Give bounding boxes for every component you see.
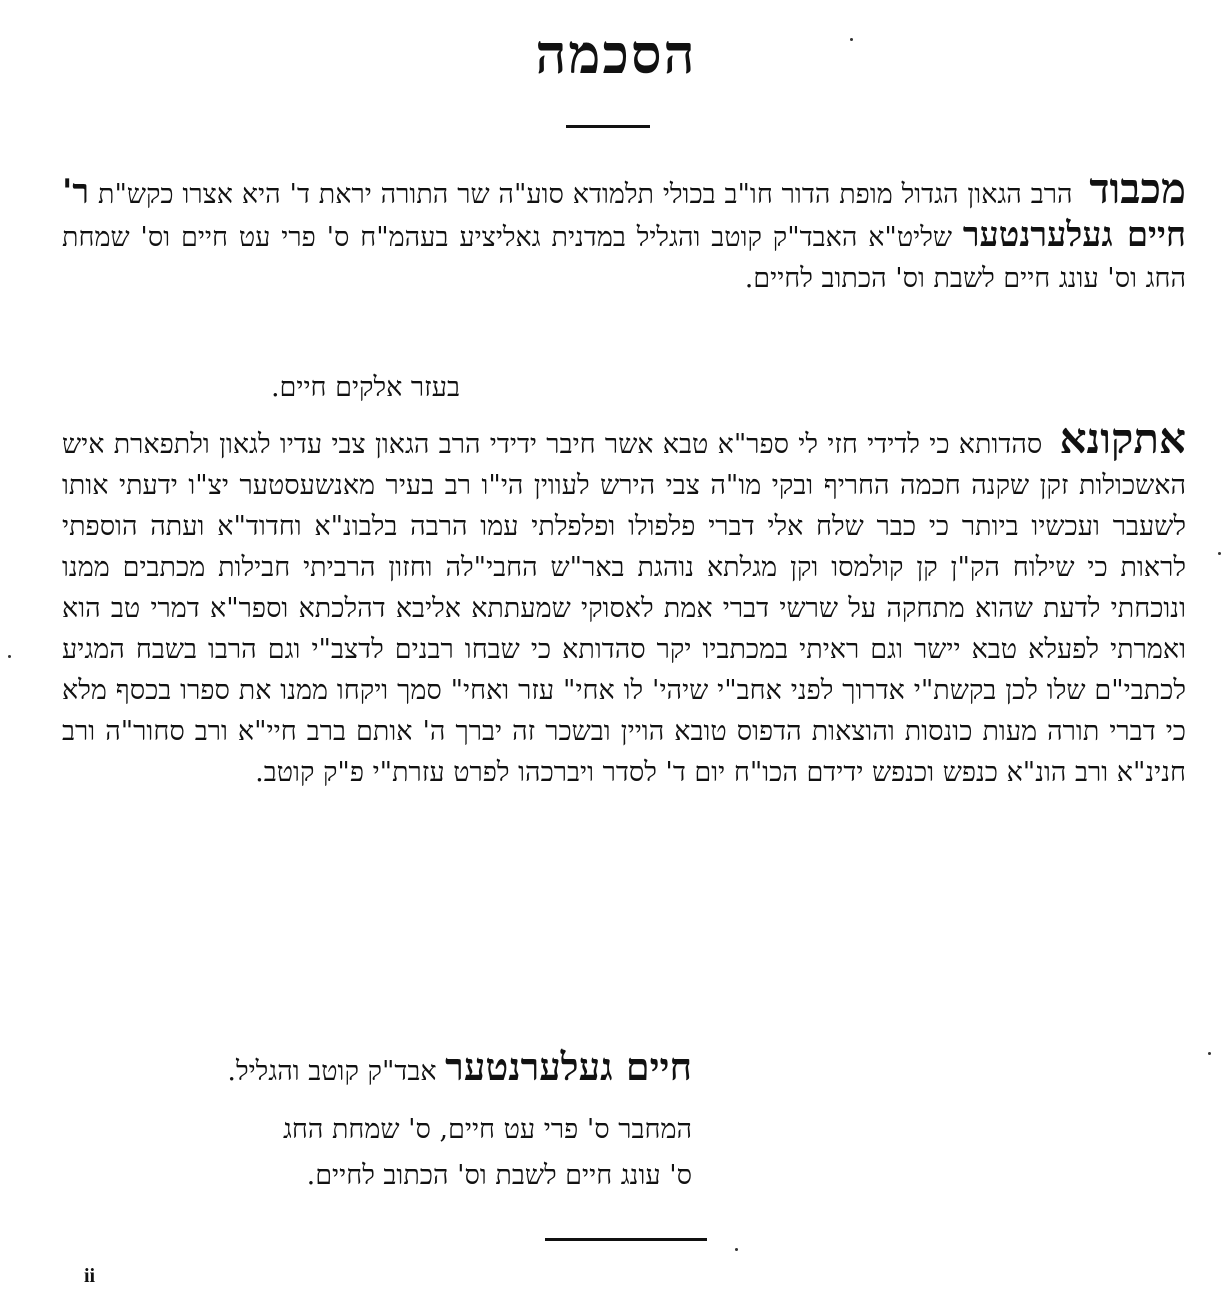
paragraph-text: שליט"א האבד"ק קוטב והגליל במדנית גאליציע בעהמ"ח ס' פרי עט חיים וס' שמחת החג וס' עונג חיים לשבת וס' הכתוב לחיים. xyxy=(62,222,1186,294)
paragraph-approbation xyxy=(62,414,1187,793)
opening-phrase: בעזר אלקים חיים. xyxy=(270,372,460,403)
print-speck xyxy=(1218,552,1221,555)
signature-name: חיים געלערנטער xyxy=(445,1044,692,1089)
page-title: הסכמה xyxy=(535,22,697,86)
paragraph-text: הרב הגאון הגדול מופת הדור חו"ב בכולי תלמודא סוע"ה שר התורה יראת ד' היא אצרו כקש"ת xyxy=(97,179,1073,210)
signature-line: המחבר ס' פרי עט חיים, ס' שמחת החג xyxy=(282,1114,692,1145)
rabbi-name: ר' חיים געלערנטער xyxy=(62,172,1186,255)
paragraph-text: סהדותא כי לדידי חזי לי ספר"א טבא אשר חיבר ידידי הרב הגאון צבי עדיו לגאון ולתפארת איש האשכולות זקן שקנה חכמה החריף ובקי מו"ה צבי הירש לעווין הי"ו רב בעיר מאנשעסטער יצ"ו ידעתי אותו לשעבר ועכשיו ביותר כי כבר שלח אלי דברי פלפולו ופלפלתי עמו הרבה בלבונ"א וחדוד"א ועתה הוספתי לראות כי שילוח הק"ן קן קולמסו וקן מגלתא נוהגת באר"ש החבי"לה וחזון הרביתי חבילות מכתבים ממנו ונוכחתי לדעת שהוא מתחקה על שרשי דברי אמת לאסוקי שמעתתא אליבא דהלכתא וספר"א דמרי טב הוא ואמרתי לפעלא טבא יישר וגם ראיתי במכתביו יקר סהדותא כי שבחו רבנים לדצב"י וגם הרבו בשבח המגיע לכתבי"ם שלו לכן בקשת"י אדרוך לפני אחב"י שיהי' לו אחי" עזר ואחי" סמך ויקחו ממנו את ספרו בכסף מלא כי דברי תורה מעות כונסות והוצאות הדפוס טובא הויין ובשכר זה יברך ה' אותם ברב חיי"א ורב סחור"ה ורב חנינ"א ורב הונ"א כנפש וכנפש ידידם הכו"ח יום ד' לסדר ויברכהו לפרט עזרת"י פ"ק קוטב. xyxy=(62,429,1187,788)
print-speck xyxy=(735,1248,738,1251)
signature-block xyxy=(62,1044,692,1090)
print-speck xyxy=(850,38,853,41)
title-divider xyxy=(566,125,650,128)
signature-title: אבד"ק קוטב והגליל. xyxy=(227,1056,437,1087)
closing-divider xyxy=(545,1238,707,1241)
paragraph-lead-word: אתקונא xyxy=(1059,414,1186,463)
paragraph-salutation xyxy=(62,164,1186,299)
print-speck xyxy=(1208,1052,1211,1055)
signature-line: ס' עונג חיים לשבת וס' הכתוב לחיים. xyxy=(306,1160,692,1191)
page-number: ii xyxy=(84,1265,96,1287)
print-speck xyxy=(8,655,11,658)
paragraph-lead-word: מכבוד xyxy=(1089,164,1186,213)
